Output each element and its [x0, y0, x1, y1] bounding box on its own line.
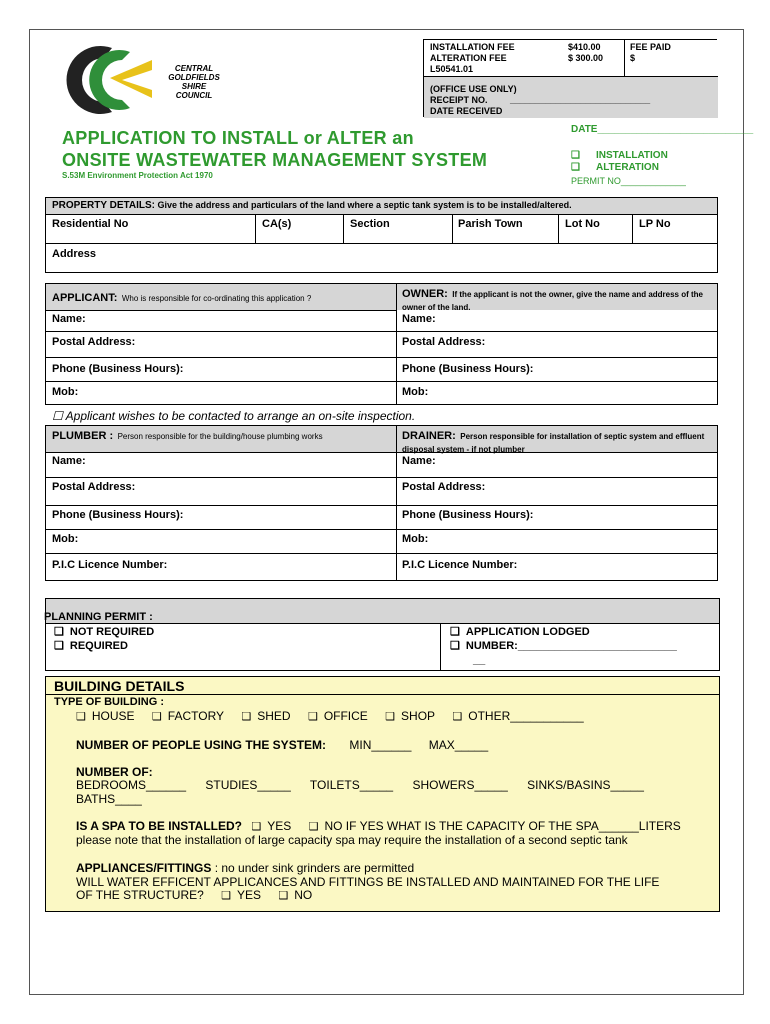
- council-logo-icon: [52, 40, 152, 120]
- other-field[interactable]: OTHER___________: [468, 709, 584, 723]
- property-details-instruction: Give the address and particulars of the land where a septic tank system is to be installed/altered.: [157, 200, 572, 210]
- plumber-instruction: Person responsible for the building/house plumbing works: [117, 432, 323, 441]
- not-required-label: NOT REQUIRED: [69, 626, 155, 638]
- bedrooms-field[interactable]: BEDROOMS______: [76, 778, 187, 792]
- parish-town-field[interactable]: Parish Town: [458, 218, 523, 230]
- installation-checkbox[interactable]: ❑: [571, 150, 580, 161]
- drainer-postal-field[interactable]: Postal Address:: [402, 481, 486, 493]
- applicant-mob-field[interactable]: Mob:: [52, 386, 79, 398]
- alteration-checkbox[interactable]: ❑: [571, 162, 580, 173]
- application-lodged-label: APPLICATION LODGED: [465, 626, 590, 638]
- receipt-no-field[interactable]: ____________________________: [510, 95, 651, 105]
- drainer-instruction: Person responsible for installation of septic system and effluent disposal system - if not plumber: [402, 432, 705, 454]
- office-use-label: (OFFICE USE ONLY): [430, 84, 517, 94]
- sinks-basins-field[interactable]: SINKS/BASINS_____: [527, 778, 644, 792]
- water-no-checkbox[interactable]: [278, 888, 294, 902]
- owner-phone-field[interactable]: Phone (Business Hours):: [402, 363, 534, 375]
- spa-no-label: NO IF YES WHAT IS THE CAPACITY OF THE SPA______LITERS: [324, 819, 681, 833]
- drainer-licence-field[interactable]: P.I.C Licence Number:: [402, 559, 518, 571]
- spa-yes-label: YES: [267, 819, 292, 833]
- installation-option-label: INSTALLATION: [595, 150, 668, 161]
- required-label: REQUIRED: [69, 640, 128, 652]
- application-lodged-checkbox[interactable]: [450, 626, 466, 638]
- drainer-mob-field[interactable]: Mob:: [402, 533, 429, 545]
- property-details-section: [45, 197, 718, 273]
- people-label: NUMBER OF PEOPLE USING THE SYSTEM:: [76, 738, 327, 752]
- studies-field[interactable]: STUDIES_____: [205, 778, 291, 792]
- toilets-field[interactable]: TOILETS_____: [309, 778, 394, 792]
- logo-line-3: SHIRE: [181, 82, 207, 91]
- owner-postal-field[interactable]: Postal Address:: [402, 336, 486, 348]
- fee-paid-value[interactable]: $: [630, 53, 636, 63]
- date-received-label: DATE RECEIVED: [430, 106, 503, 116]
- owner-name-field[interactable]: Name:: [402, 313, 436, 325]
- plumber-drainer-section: [45, 425, 718, 581]
- council-logo: [52, 40, 242, 120]
- fees-box: [423, 39, 717, 117]
- fee-paid-label: FEE PAID: [630, 42, 671, 52]
- min-field[interactable]: MIN______: [349, 738, 412, 752]
- factory-label: FACTORY: [167, 709, 225, 723]
- shop-checkbox[interactable]: [385, 709, 401, 723]
- owner-instruction: If the applicant is not the owner, give the name and address of the owner of the land.: [402, 290, 703, 312]
- installation-fee-label: INSTALLATION FEE: [430, 42, 515, 52]
- applicant-postal-field[interactable]: Postal Address:: [52, 336, 136, 348]
- water-no-label: NO: [294, 888, 313, 902]
- not-required-checkbox[interactable]: [54, 626, 70, 638]
- planning-permit-section: [45, 598, 720, 671]
- plumber-heading: PLUMBER :: [52, 430, 114, 442]
- ca-field[interactable]: CA(s): [262, 218, 292, 230]
- onsite-inspection-checkbox[interactable]: ☐ Applicant wishes to be contacted to arrange an on-site inspection.: [52, 409, 416, 423]
- drainer-phone-field[interactable]: Phone (Business Hours):: [402, 509, 534, 521]
- other-checkbox[interactable]: [452, 709, 468, 723]
- plumber-postal-field[interactable]: Postal Address:: [52, 481, 136, 493]
- baths-field[interactable]: BATHS____: [76, 792, 142, 806]
- applicant-instruction: Who is responsible for co-ordinating this application ?: [121, 294, 312, 303]
- shed-label: SHED: [257, 709, 291, 723]
- shop-label: SHOP: [401, 709, 436, 723]
- applicant-phone-field[interactable]: Phone (Business Hours):: [52, 363, 184, 375]
- form-title-line-1: APPLICATION TO INSTALL or ALTER an: [62, 128, 414, 148]
- plumber-name-field[interactable]: Name:: [52, 455, 86, 467]
- alteration-fee-value: $ 300.00: [568, 53, 604, 63]
- appliances-label: APPLIANCES/FITTINGS: [76, 861, 212, 875]
- permit-number-continuation: __: [473, 654, 486, 666]
- property-details-heading: PROPERTY DETAILS:: [52, 200, 155, 211]
- max-field[interactable]: MAX_____: [428, 738, 489, 752]
- spa-yes-checkbox[interactable]: [251, 819, 267, 833]
- alteration-fee-label: ALTERATION FEE: [430, 53, 507, 63]
- plumber-mob-field[interactable]: Mob:: [52, 533, 79, 545]
- planning-permit-heading: PLANNING PERMIT :: [44, 611, 153, 623]
- form-title-line-2: ONSITE WASTEWATER MANAGEMENT SYSTEM: [62, 150, 488, 170]
- date-field[interactable]: DATE____________________________: [571, 124, 754, 135]
- owner-mob-field[interactable]: Mob:: [402, 386, 429, 398]
- water-yes-checkbox[interactable]: [221, 888, 237, 902]
- applicant-heading: APPLICANT:: [52, 292, 118, 304]
- required-checkbox[interactable]: [54, 640, 70, 652]
- spa-no-checkbox[interactable]: [309, 819, 325, 833]
- residential-no-field[interactable]: Residential No: [52, 218, 129, 230]
- fee-code: L50541.01: [430, 64, 474, 74]
- building-details-section: [45, 676, 720, 912]
- logo-line-1: CENTRAL: [174, 64, 214, 73]
- lp-no-field[interactable]: LP No: [639, 218, 671, 230]
- house-checkbox[interactable]: [76, 709, 92, 723]
- drainer-heading: DRAINER:: [402, 430, 456, 442]
- office-label: OFFICE: [323, 709, 368, 723]
- alteration-option-label: ALTERATION: [595, 162, 659, 173]
- plumber-licence-field[interactable]: P.I.C Licence Number:: [52, 559, 168, 571]
- permit-number-checkbox[interactable]: [450, 640, 466, 652]
- applicant-owner-section: [45, 283, 718, 405]
- plumber-phone-field[interactable]: Phone (Business Hours):: [52, 509, 184, 521]
- type-of-building-label: TYPE OF BUILDING :: [54, 696, 164, 708]
- logo-line-2: GOLDFIELDS: [168, 73, 220, 82]
- permit-number-field[interactable]: NUMBER:__________________________: [465, 640, 677, 652]
- installation-fee-value: $410.00: [568, 42, 601, 52]
- number-of-label: NUMBER OF:: [76, 765, 153, 779]
- applicant-name-field[interactable]: Name:: [52, 313, 86, 325]
- water-yes-label: YES: [237, 888, 262, 902]
- water-efficient-question-cont: OF THE STRUCTURE?: [76, 888, 204, 902]
- shed-checkbox[interactable]: [241, 709, 257, 723]
- building-details-heading: BUILDING DETAILS: [54, 678, 185, 694]
- office-checkbox[interactable]: [308, 709, 324, 723]
- form-subtitle: S.53M Environment Protection Act 1970: [62, 171, 213, 180]
- spa-question: IS A SPA TO BE INSTALLED?: [76, 819, 243, 833]
- drainer-name-field[interactable]: Name:: [402, 455, 436, 467]
- logo-line-4: COUNCIL: [175, 91, 213, 100]
- house-label: HOUSE: [91, 709, 135, 723]
- address-field[interactable]: Address: [52, 248, 97, 260]
- lot-no-field[interactable]: Lot No: [565, 218, 600, 230]
- spa-note: please note that the installation of large capacity spa may require the installation of a second septic tank: [76, 833, 628, 847]
- permit-no-field[interactable]: PERMIT NO_____________: [571, 176, 686, 186]
- appliances-note: : no under sink grinders are permitted: [214, 861, 415, 875]
- showers-field[interactable]: SHOWERS_____: [412, 778, 508, 792]
- section-field[interactable]: Section: [350, 218, 390, 230]
- receipt-no-label: RECEIPT NO.: [430, 95, 488, 105]
- water-efficient-question: WILL WATER EFFICENT APPLICANCES AND FITTINGS BE INSTALLED AND MAINTAINED FOR THE LIFE: [76, 875, 660, 889]
- owner-heading: OWNER:: [402, 288, 448, 300]
- factory-checkbox[interactable]: [152, 709, 168, 723]
